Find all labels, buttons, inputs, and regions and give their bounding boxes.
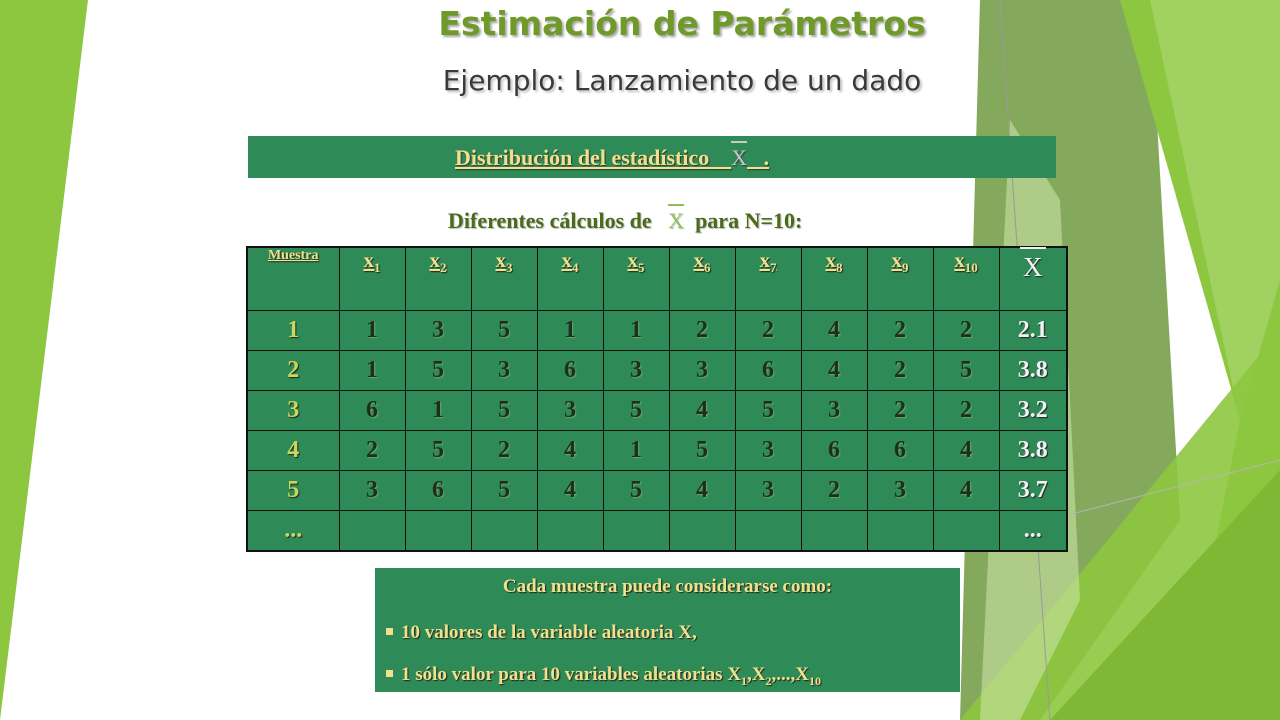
banner-text-before: Distribución del estadístico: [455, 145, 710, 170]
sample-value: [339, 511, 405, 552]
sample-value: 2: [867, 391, 933, 431]
sample-label: ...: [247, 511, 339, 552]
sample-value: 6: [801, 431, 867, 471]
sample-value: 3: [339, 471, 405, 511]
sample-value: 5: [405, 351, 471, 391]
table-row: [247, 311, 1067, 351]
sample-value: 3: [735, 431, 801, 471]
sample-value: 2: [669, 311, 735, 351]
sample-value: [933, 511, 999, 552]
square-bullet-icon: [386, 670, 393, 677]
sample-value: 2: [867, 351, 933, 391]
sample-value: 5: [471, 311, 537, 351]
sample-mean: 2.1: [999, 311, 1067, 351]
note-heading: Cada muestra puede considerarse como:: [502, 576, 833, 597]
var-subscript: 3: [506, 260, 513, 276]
var-base: x: [363, 248, 374, 272]
sample-value: 6: [735, 351, 801, 391]
banner-text-after: .: [763, 145, 770, 170]
subscript: 10: [809, 673, 822, 688]
note-bullet-item: [386, 622, 697, 644]
subscript: 1: [741, 673, 748, 688]
var-subscript: 7: [770, 260, 777, 276]
sample-mean: 3.2: [999, 391, 1067, 431]
sample-value: [735, 511, 801, 552]
sample-value: 2: [735, 311, 801, 351]
sample-value: 5: [603, 391, 669, 431]
header-x4: [537, 247, 603, 311]
xbar-symbol: X: [1023, 252, 1043, 282]
sample-value: 4: [933, 471, 999, 511]
var-base: x: [429, 248, 440, 272]
var-subscript: 9: [902, 260, 909, 276]
xbar-symbol: X: [668, 208, 685, 233]
sample-label: 1: [247, 311, 339, 351]
sample-value: [669, 511, 735, 552]
sample-label: 4: [247, 431, 339, 471]
var-subscript: 2: [440, 260, 447, 276]
sample-value: [603, 511, 669, 552]
square-bullet-icon: [386, 628, 393, 635]
var-subscript: 4: [572, 260, 579, 276]
sample-value: 5: [933, 351, 999, 391]
sample-value: [867, 511, 933, 552]
sample-value: 3: [471, 351, 537, 391]
var-base: x: [627, 248, 638, 272]
sample-value: 6: [867, 431, 933, 471]
sample-value: 5: [471, 471, 537, 511]
var-base: x: [954, 248, 965, 272]
var-base: x: [561, 248, 572, 272]
sample-value: 5: [603, 471, 669, 511]
sample-value: 3: [867, 471, 933, 511]
note-item-text: 10 valores de la variable aleatoria X,: [401, 622, 697, 643]
sample-value: [471, 511, 537, 552]
sample-value: 1: [537, 311, 603, 351]
sample-value: 3: [603, 351, 669, 391]
var-base: x: [825, 248, 836, 272]
sample-value: 3: [405, 311, 471, 351]
sample-value: 4: [669, 391, 735, 431]
sample-label: 2: [247, 351, 339, 391]
sample-value: 3: [801, 391, 867, 431]
sample-value: 6: [537, 351, 603, 391]
sample-value: 6: [339, 391, 405, 431]
header-x9: [867, 247, 933, 311]
banner-heading: [455, 145, 769, 171]
sample-value: 5: [669, 431, 735, 471]
sample-value: 4: [537, 471, 603, 511]
header-x2: [405, 247, 471, 311]
header-x1: [339, 247, 405, 311]
subscript: 2: [765, 673, 772, 688]
var-base: x: [759, 248, 770, 272]
sample-value: 3: [735, 471, 801, 511]
note-bullet-item: [386, 664, 821, 689]
header-x7: [735, 247, 801, 311]
table-header-row: [247, 247, 1067, 311]
xbar-symbol: X: [731, 145, 748, 170]
table-row: [247, 351, 1067, 391]
slide-title: Estimación de Parámetros: [438, 4, 926, 43]
sample-value: 4: [669, 471, 735, 511]
separator: ,X: [747, 664, 766, 685]
header-x6: [669, 247, 735, 311]
var-subscript: 8: [836, 260, 843, 276]
header-x3: [471, 247, 537, 311]
samples-table: [246, 246, 1068, 552]
sample-value: 2: [933, 391, 999, 431]
sample-value: 1: [603, 431, 669, 471]
sample-value: 4: [933, 431, 999, 471]
sample-value: [405, 511, 471, 552]
calc-text-after: para N=10:: [695, 208, 803, 233]
var-base: x: [891, 248, 902, 272]
table-row: [247, 431, 1067, 471]
sample-value: 1: [405, 391, 471, 431]
sample-value: 2: [801, 471, 867, 511]
slide-subtitle: Ejemplo: Lanzamiento de un dado: [442, 64, 922, 97]
sample-mean: 3.8: [999, 351, 1067, 391]
sample-value: 3: [669, 351, 735, 391]
separator: ,...,X: [771, 664, 810, 685]
sample-value: 1: [603, 311, 669, 351]
sample-value: 6: [405, 471, 471, 511]
sample-value: 4: [801, 351, 867, 391]
calc-text-before: Diferentes cálculos de: [448, 208, 652, 233]
sample-value: [537, 511, 603, 552]
header-mean: [999, 247, 1067, 311]
sample-mean: 3.7: [999, 471, 1067, 511]
sample-value: 5: [405, 431, 471, 471]
calc-heading: [448, 208, 802, 234]
var-subscript: 10: [964, 260, 978, 276]
var-subscript: 5: [638, 260, 645, 276]
sample-value: 2: [471, 431, 537, 471]
table-row: [247, 511, 1067, 552]
sample-value: 5: [735, 391, 801, 431]
sample-value: 5: [471, 391, 537, 431]
header-x5: [603, 247, 669, 311]
table-row: [247, 391, 1067, 431]
header-x8: [801, 247, 867, 311]
sample-value: 3: [537, 391, 603, 431]
sample-mean: 3.8: [999, 431, 1067, 471]
header-x10: [933, 247, 999, 311]
note-item-text: 1 sólo valor para 10 variables aleatorias X: [401, 664, 742, 685]
var-subscript: 6: [704, 260, 711, 276]
var-subscript: 1: [374, 260, 381, 276]
sample-value: 2: [339, 431, 405, 471]
table-row: [247, 471, 1067, 511]
sample-label: 3: [247, 391, 339, 431]
sample-value: 1: [339, 351, 405, 391]
var-base: x: [495, 248, 506, 272]
sample-value: [801, 511, 867, 552]
sample-value: 2: [933, 311, 999, 351]
header-muestra: Muestra: [247, 247, 339, 311]
var-base: x: [693, 248, 704, 272]
sample-value: 1: [339, 311, 405, 351]
sample-value: 4: [537, 431, 603, 471]
sample-value: 4: [801, 311, 867, 351]
sample-value: 2: [867, 311, 933, 351]
sample-label: 5: [247, 471, 339, 511]
sample-mean: ...: [999, 511, 1067, 552]
